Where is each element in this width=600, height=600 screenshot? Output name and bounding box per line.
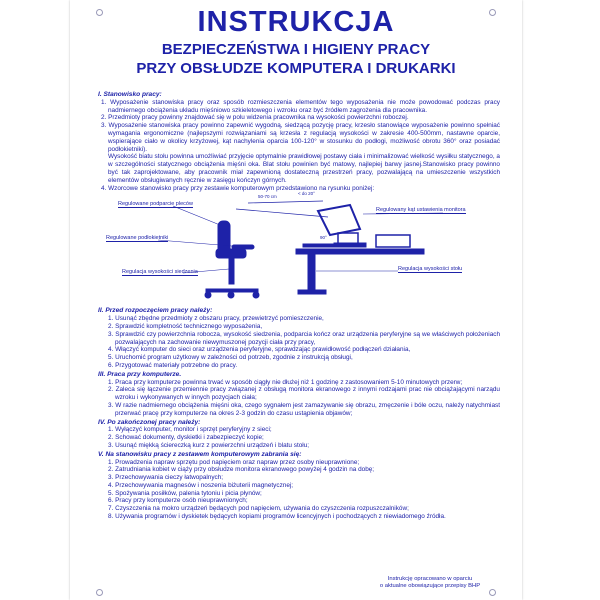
chair-base — [206, 289, 258, 292]
desk-top — [296, 249, 424, 254]
workstation-diagram — [98, 193, 500, 305]
sign-subtitle-1: BEZPIECZEŃSTWA I HIGIENY PRACY — [161, 41, 431, 58]
footer-line: Instrukcję opracowano w oparciu — [387, 576, 473, 582]
list-item: 2. Schować dokumenty, dyskietki i zabezpieczyć kopie; — [108, 434, 264, 442]
chair-seat — [216, 249, 246, 258]
label-monitor-angle: Regulowany kąt ustawienia monitora — [376, 207, 466, 214]
list-item: 2. Zatrudniania kobiet w ciąży przy obsłudze monitora ekranowego powyżej 4 godzin na dobę; — [108, 466, 375, 474]
list-item: 3. Przechowywania cieczy łatwopalnych; — [108, 474, 224, 482]
sign-subtitle-2: PRZY OBSŁUDZE KOMPUTERA I DRUKARKI — [136, 60, 456, 77]
paragraph: Wysokość biatu stołu powinna umożliwiać przyjęcie optymalnie prawidłowej postawy ciała i minimalizować wielkość wysiłku statycznego, a w szczególności statycznego obciążenia mięśni oka. Blat stołu powinien być matowy, najlepiej barwy jasnej.Stanowisko pracy powinno być tak zaprojektowane, aby pracownik miał zapewnioną dostateczną przestrzeń pracy, pozwalającą na umieszczenie wszystkich elementów obsługiwanych ręcznie w zasięgu kończyn górnych. — [108, 153, 500, 184]
sign-title: INSTRUKCJA — [197, 6, 395, 38]
section-heading: III. Praca przy komputerze. — [98, 370, 182, 378]
section-heading: V. Na stanowisku pracy z zestawem komputerowym zabrania się: — [98, 450, 302, 458]
label-table-height: Regulacja wysokości stołu — [398, 266, 463, 273]
section-heading: II. Przed rozpoczęciem pracy należy: — [98, 307, 213, 315]
list-item: 7. Czyszczenia na mokro urządzeń będących pod napięciem, używania do czyszczenia rozpuszczalników; — [108, 505, 409, 513]
list-item: 6. Przygotować materiały potrzebne do pracy. — [108, 361, 238, 369]
list-item: 2. Zaleca się łączenie przemiennie pracy związanej z obsługą monitora ekranowego z innymi rodzajami prac nie obciążającymi narządu wzroku i wykonywanych w innych pozycjach ciała; — [108, 386, 500, 402]
label-angle: < do 20° — [298, 191, 315, 197]
footer-line: o aktualne obowiązujące przepisy BHP — [379, 583, 481, 589]
label-backrest: Regulowane podparcie pleców — [118, 201, 193, 208]
mounting-hole — [96, 589, 103, 596]
list-item: 1. Prowadzenia napraw sprzętu pod napięciem oraz napraw przez osoby nieuprawnione; — [108, 458, 360, 466]
chair-column — [229, 258, 234, 284]
printer — [376, 235, 410, 247]
label-90: 90° — [320, 235, 327, 241]
label-armrests: Regulowane podłokietniki — [106, 235, 169, 242]
list-item: 5. Spożywania posiłków, palenia tytoniu i picia płynów; — [108, 489, 262, 497]
list-item: 1. Praca przy komputerze powinna trwać w sposób ciągły nie dłużej niż 1 godzinę z zastosowaniem 5-10 minutowych przerw; — [108, 378, 463, 386]
list-item: 1. Wyłączyć komputer, monitor i sprzęt peryferyjny z sieci; — [108, 426, 272, 434]
label-distance: 50-70 cm — [258, 194, 277, 200]
list-item: 2. Przedmioty pracy powinny znajdować się w polu widzenia pracownika na wysokości powierzchni roboczej. — [101, 114, 409, 122]
list-item: 4. Włączyć komputer do sieci oraz urządzenia peryferyjne, sprawdzając prawidłowość podłączeń działania, — [108, 346, 411, 354]
label-seat-height: Regulacja wysokości siedzenia — [122, 269, 198, 276]
list-item: 2. Sprawdzić kompletność technicznego wyposażenia, — [108, 322, 263, 330]
list-item: 3. Sprawdzić czy powierzchnia robocza, wysokość siedzenia, podparcia kończ oraz urządzenia peryferyjne są we właściwych położeniach pozwalających na zachowanie niewymuszonej pozycji ciała przy pracy, — [108, 330, 500, 346]
instruction-sign — [70, 0, 522, 600]
list-item: 1. Usunąć zbędne przedmioty z obszaru pracy, przewietrzyć pomieszczenie, — [108, 315, 324, 323]
chair-armrest — [232, 245, 254, 249]
section-heading: IV. Po zakończonej pracy należy: — [98, 418, 201, 426]
list-item: 1. Wyposażenie stanowiska pracy oraz sposób rozmieszczenia elementów tego wyposażenia nie może powodować podczas pracy nadmiernego obciążenia układu mięśniowo szkieletowego i wzroku oraz być źródłem zagrożenia dla pracownika. — [101, 98, 500, 114]
mounting-hole — [489, 589, 496, 596]
list-item: 4. Wzorcowe stanowisko pracy przy zestawie komputerowym przedstawiono na rysunku poniżej: — [101, 184, 375, 192]
desk-leg — [308, 254, 315, 290]
list-item: 5. Uruchomić program użytkowy w zależności od potrzeb, zgodnie z instrukcją obsługi, — [108, 354, 353, 362]
footer-note — [360, 576, 500, 590]
list-item: 4. Przechowywania magnesów i noszenia biżuterii magnetycznej; — [108, 481, 294, 489]
monitor — [318, 205, 360, 235]
instruction-body — [98, 90, 500, 521]
list-item: 3. Usunąć miękką ściereczką kurz z powierzchni urządzeń i blatu stołu; — [108, 441, 310, 449]
list-item: 3. W razie nadmiernego obciążenia mięśni oka, czego sygnałem jest zamazywanie się obrazu, zmęczenie i bóle oczu, należy natychmiast przerwać pracę przy komputerze na okres 2-3 godzin do czasu ustąpienia objawów; — [108, 401, 500, 417]
list-item: 3. Wyposażenie stanowiska pracy powinno zapewnić wygodną, siedzącą pozycję pracy, krzesło stanowiące wyposażenie powinno spełniać wymagania ergonomiczne (najlepszymi rozwiązaniami są krzesła z regulacją wysokości w zakresie 400-500mm, nastawne oparcie, wspierające ciało w okolicy krzyżowej, kąt nachylenia oparcia 100-120° w stosunku do podłogi, możliwość obrotu 360° oraz posiadać podłokietniki). — [101, 122, 500, 153]
list-item: 8. Używania programów i dyskietek będących kopiami programów licencyjnych i pochodzących z niewiadomego źródła. — [108, 513, 446, 521]
list-item: 6. Pracy przy komputerze osób nieuprawnionych; — [108, 497, 248, 505]
section-heading: I. Stanowisko pracy: — [98, 91, 162, 98]
